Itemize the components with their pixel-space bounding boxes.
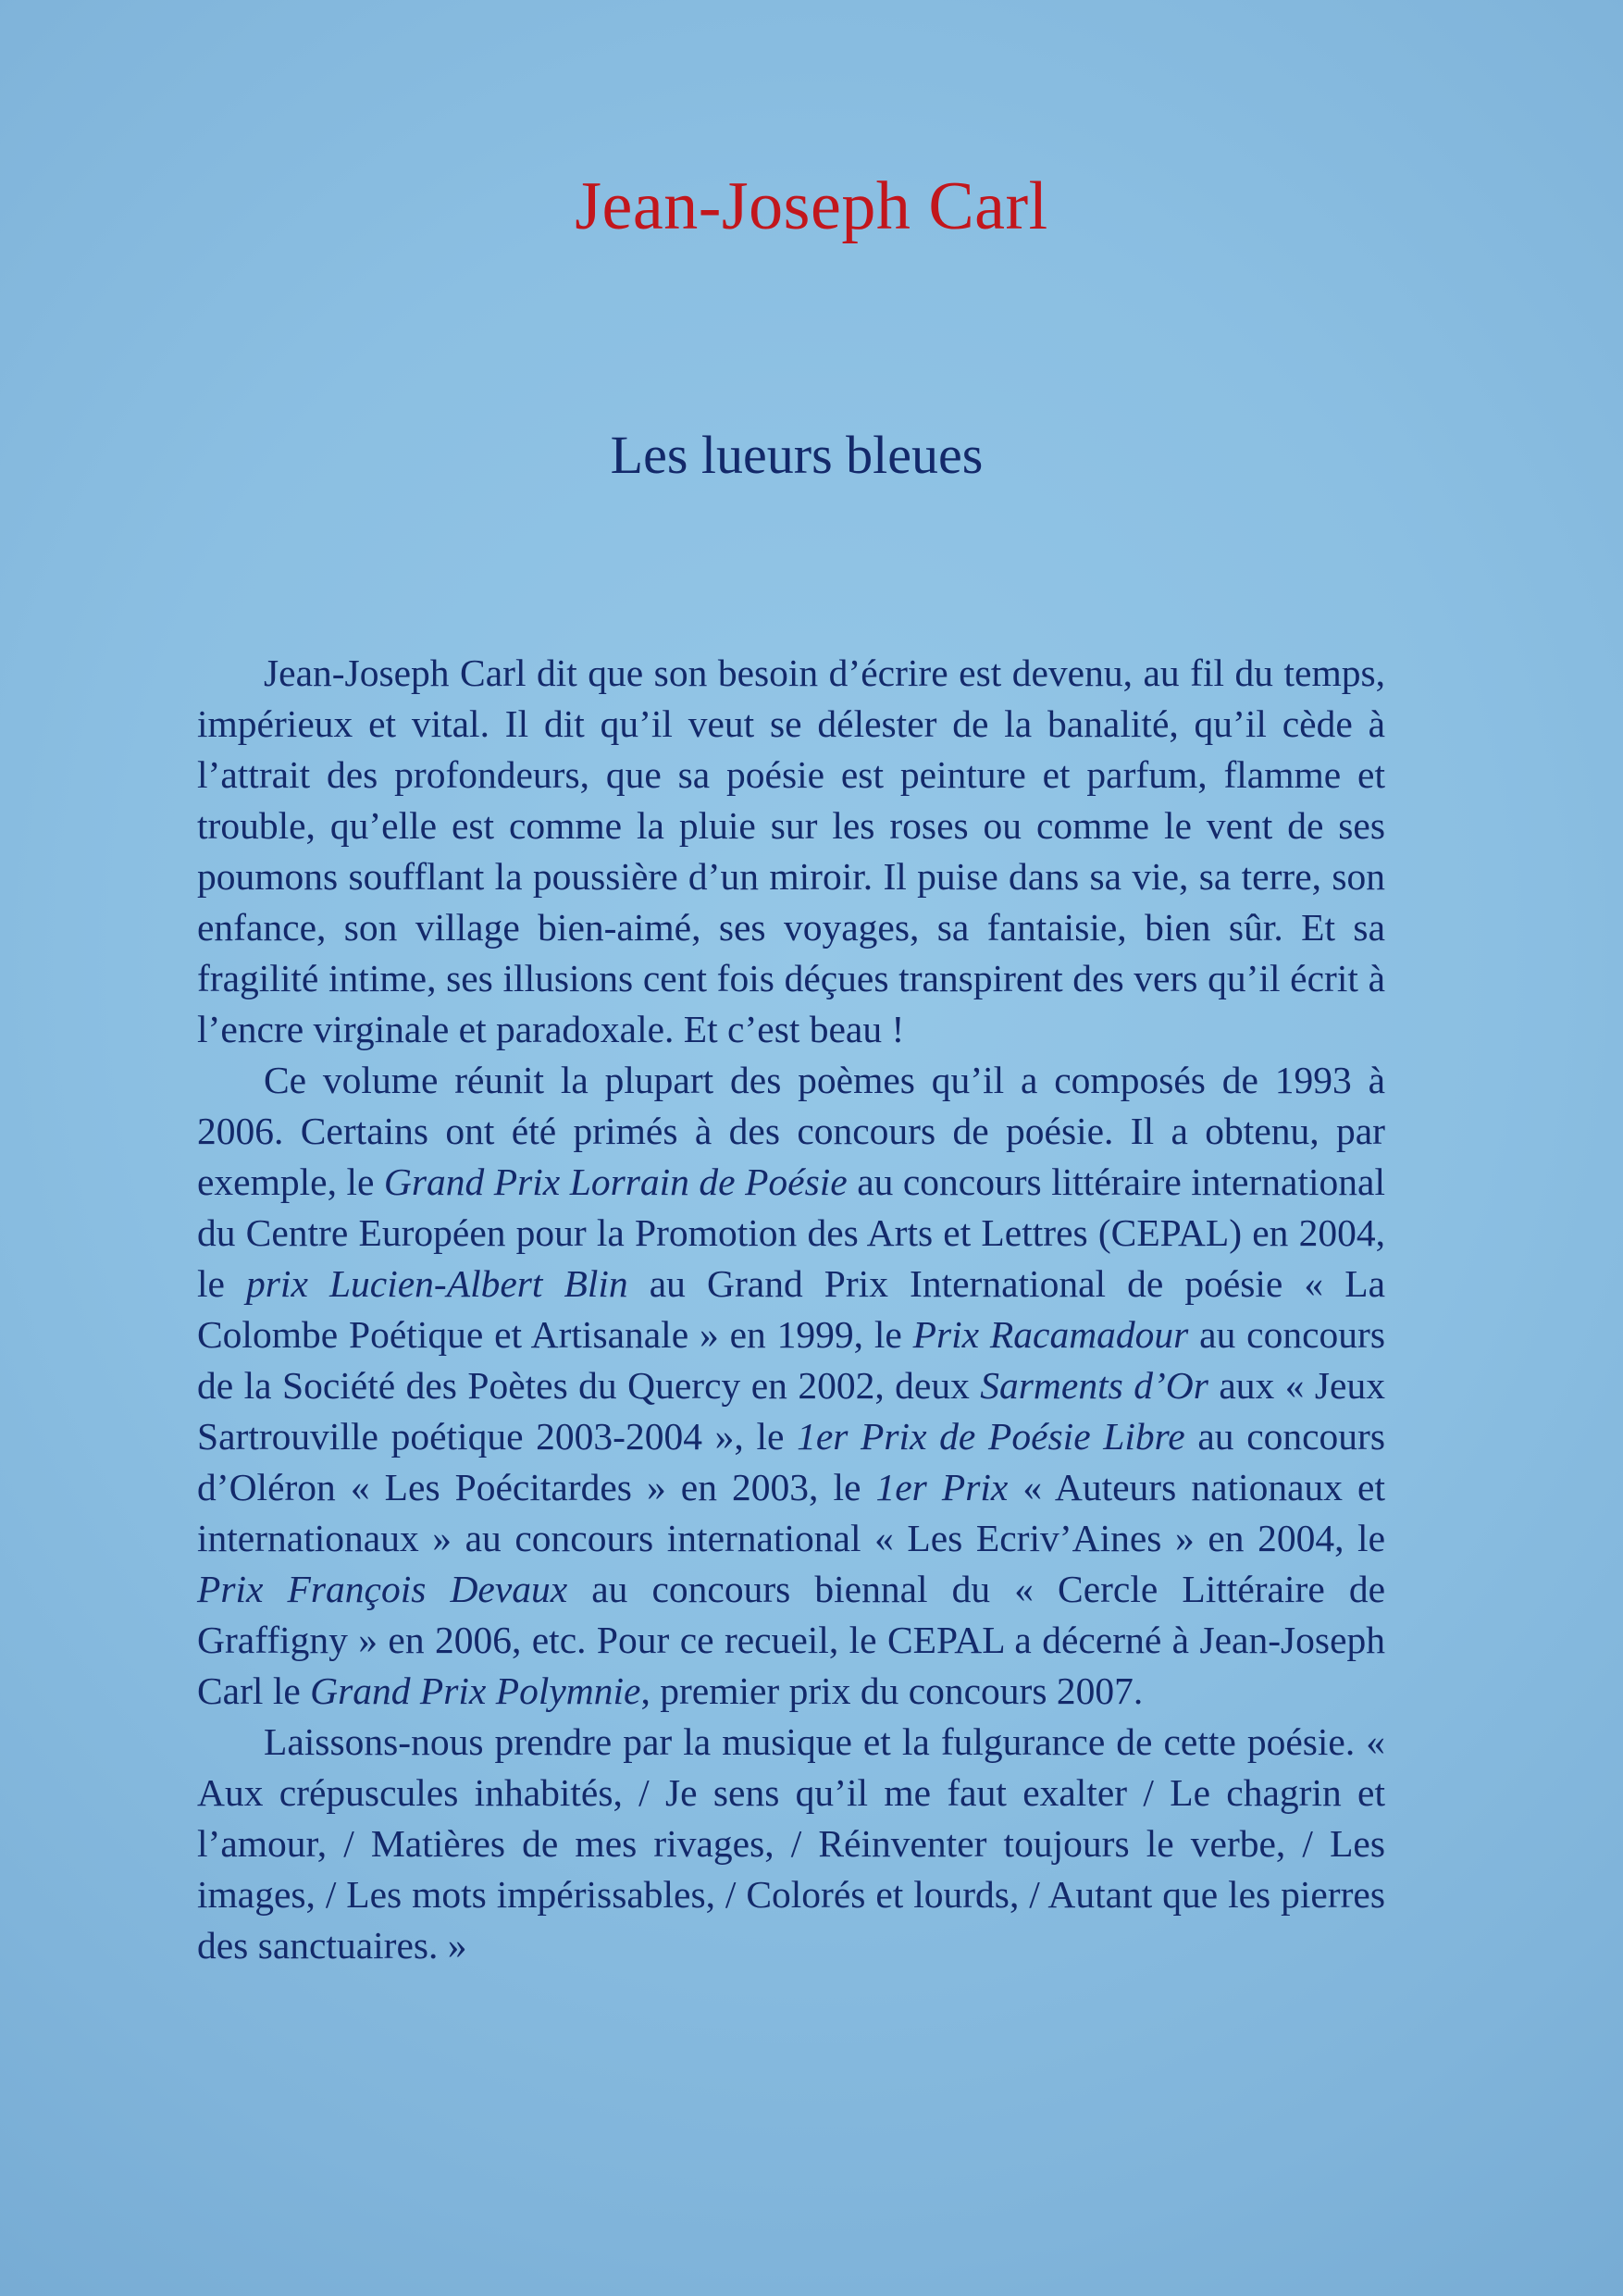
- award-name: 1er Prix: [875, 1466, 1009, 1508]
- text-run: au concours biennal du « Cercle Littéraire de Graffigny » en 2006, etc. Pour ce recueil, le CEPAL a décerné à Jean-Joseph Carl le: [197, 1568, 1385, 1712]
- blurb-text: [197, 648, 1385, 1971]
- award-name: prix Lucien-Albert Blin: [246, 1262, 628, 1305]
- text-run: « Auteurs nationaux et internationaux » au concours international « Les Ecriv’Aines » en 2004, le: [197, 1466, 1385, 1559]
- text-run: au concours littéraire international du Centre Européen pour la Promotion des Arts et Lettres (CEPAL) en 2004, le: [197, 1160, 1385, 1305]
- award-name: 1er Prix de Poésie Libre: [797, 1415, 1185, 1458]
- text-run: au Grand Prix International de poésie « La Colombe Poétique et Artisanale » en 1999, le: [197, 1262, 1386, 1356]
- text-run: au concours de la Société des Poètes du Quercy en 2002, deux: [197, 1313, 1385, 1407]
- blurb-paragraph: [197, 1717, 1385, 1971]
- award-name: Grand Prix Polymnie: [310, 1669, 641, 1712]
- text-run: Jean-Joseph Carl dit que son besoin d’écrire est devenu, au fil du temps, impérieux et vital. Il dit qu’il veut se délester de la banalité, qu’il cède à l’attrait des profondeurs, que sa poésie est peinture et parfum, flamme et trouble, qu’elle est comme la pluie sur les roses ou comme le vent de ses poumons soufflant la poussière d’un miroir. Il puise dans sa vie, sa terre, son enfance, son village bien-aimé, ses voyages, sa fantaisie, bien sûr. Et sa fragilité intime, ses illusions cent fois déçues transpirent des vers qu’il écrit à l’encre virginale et paradoxale. Et c’est beau !: [197, 652, 1385, 1050]
- book-title: Les lueurs bleues: [610, 425, 984, 485]
- award-name: Prix François Devaux: [197, 1568, 568, 1610]
- author-name: Jean-Joseph Carl: [575, 168, 1048, 244]
- blurb-paragraph: [197, 1055, 1385, 1717]
- text-run: aux « Jeux Sartrouville poétique 2003-2004 », le: [197, 1364, 1385, 1458]
- award-name: Grand Prix Lorrain de Poésie: [383, 1160, 848, 1203]
- text-run: , premier prix du concours 2007.: [640, 1669, 1144, 1712]
- text-run: Ce volume réunit la plupart des poèmes qu’il a composés de 1993 à 2006. Certains ont été primés à des concours de poésie. Il a obtenu, par exemple, le: [197, 1059, 1385, 1203]
- text-run: au concours d’Oléron « Les Poécitardes » en 2003, le: [197, 1415, 1385, 1508]
- text-run: Laissons-nous prendre par la musique et la fulgurance de cette poésie. « Aux crépuscules inhabités, / Je sens qu’il me faut exalter / Le chagrin et l’amour, / Matières de mes rivages, / Réinventer toujours le verbe, / Les images, / Les mots impérissables, / Colorés et lourds, / Autant que les pierres des sanctuaires. »: [197, 1720, 1385, 1967]
- blurb-paragraph: [197, 648, 1385, 1055]
- award-name: Sarments d’Or: [980, 1364, 1208, 1407]
- award-name: Prix Racamadour: [912, 1313, 1189, 1356]
